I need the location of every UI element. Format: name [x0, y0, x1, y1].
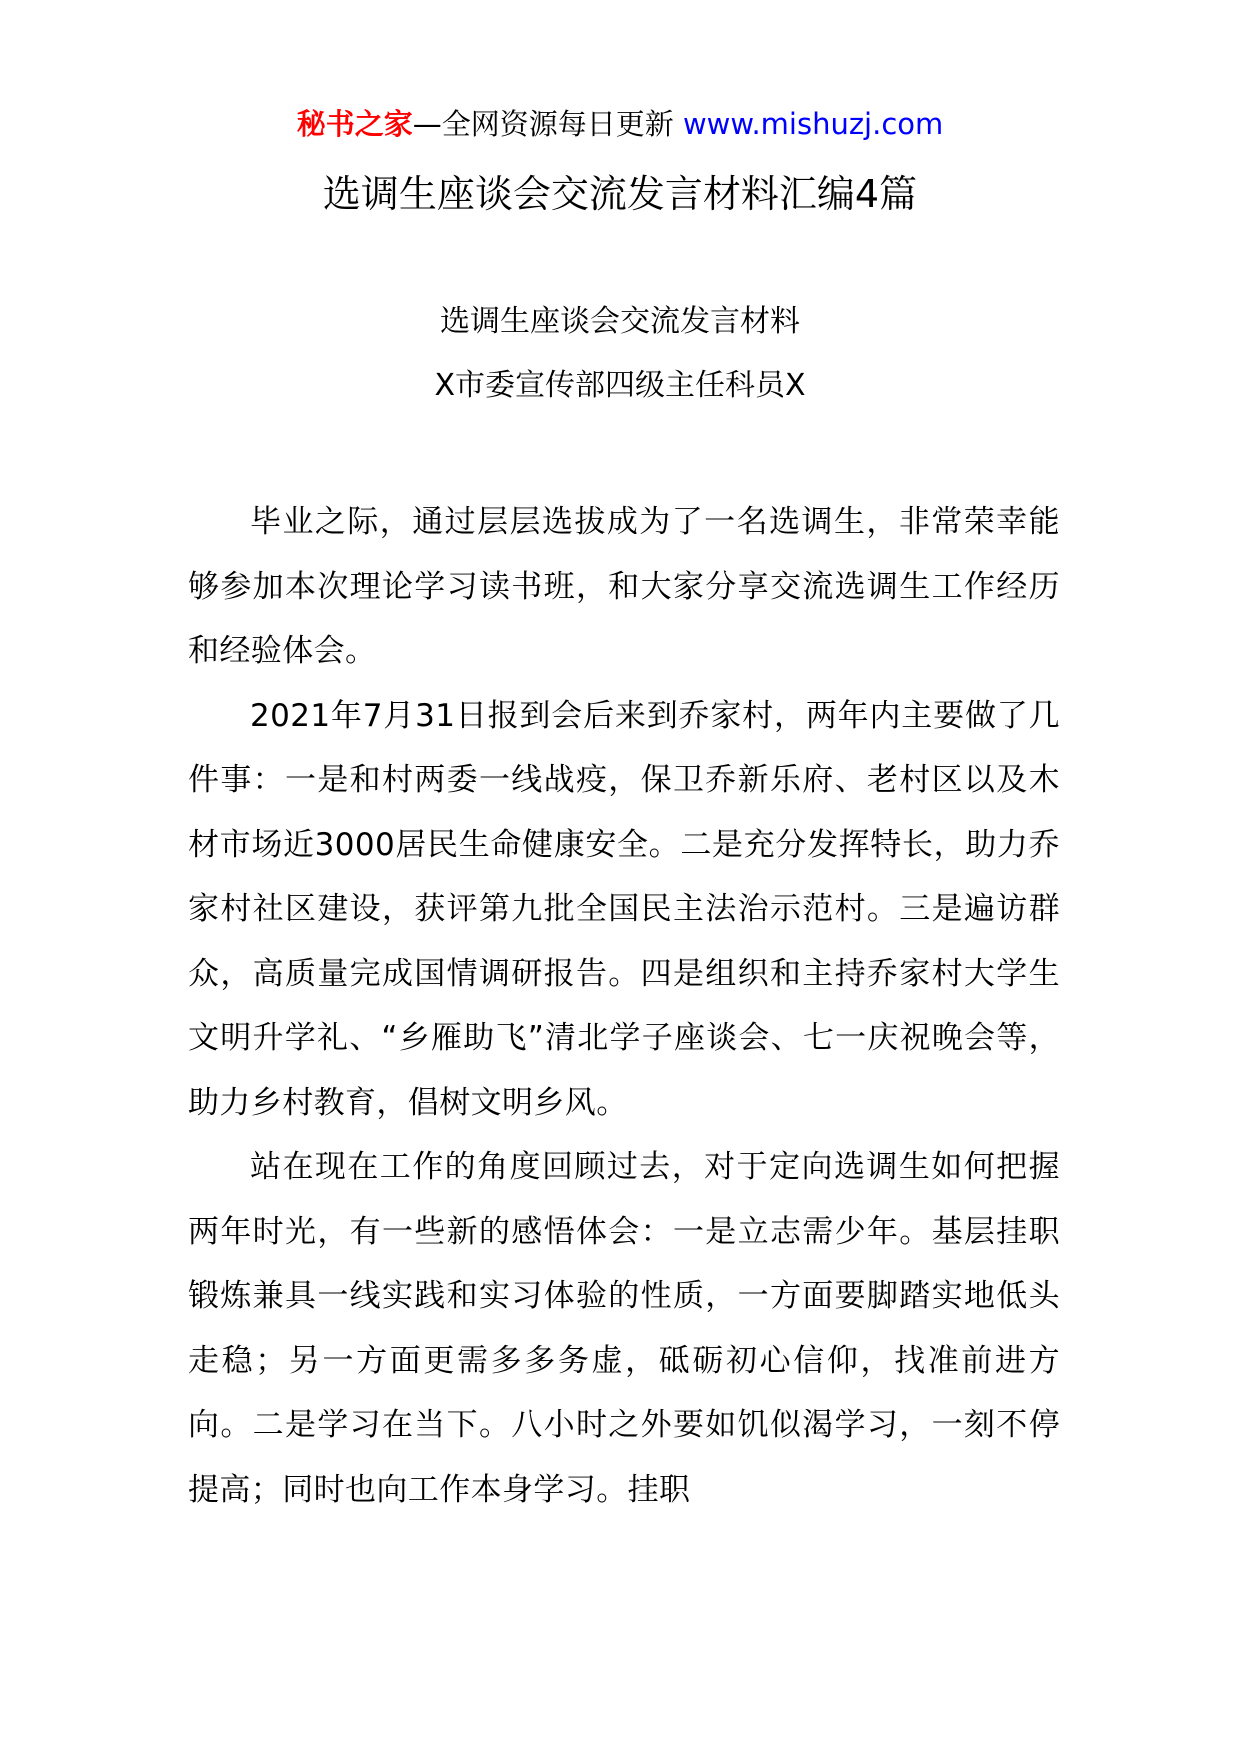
body-paragraph-1: 毕业之际，通过层层选拔成为了一名选调生，非常荣幸能够参加本次理论学习读书班，和大家分享交流选调生工作经历和经验体会。 — [188, 504, 1060, 669]
body-paragraph-3: 站在现在工作的角度回顾过去，对于定向选调生如何把握两年时光，有一些新的感悟体会：一是立志需少年。基层挂职锻炼兼具一线实践和实习体验的性质，一方面要脚踏实地低头走稳；另一方面更需多多务虚，砥砺初心信仰，找准前进方向。二是学习在当下。八小时之外要如饥似渴学习，一刻不停提高；同时也向工作本身学习。挂职 — [188, 1149, 1060, 1508]
author-line: X市委宣传部四级主任科员X — [434, 368, 806, 403]
body-paragraph-2: 2021年7月31日报到会后来到乔家村，两年内主要做了几件事：一是和村两委一线战疫，保卫乔新乐府、老村区以及木材市场近3000居民生命健康安全。二是充分发挥特长，助力乔家村社区建设，获评第九批全国民主法治示范村。三是遍访群众，高质量完成国情调研报告。四是组织和主持乔家村大学生文明升学礼、“乡雁助飞”清北学子座谈会、七一庆祝晚会等，助力乡村教育，倡树文明乡风。 — [188, 697, 1060, 1121]
section-subtitle: 选调生座谈会交流发言材料 — [440, 304, 800, 339]
document-title: 选调生座谈会交流发言材料汇编4篇 — [322, 172, 918, 216]
site-tagline: —全网资源每日更新 — [412, 107, 674, 141]
brand-name: 秘书之家 — [296, 107, 413, 141]
site-url-link[interactable]: www.mishuzj.com — [682, 107, 944, 141]
document-body — [188, 490, 1060, 1522]
site-header — [0, 104, 1240, 144]
